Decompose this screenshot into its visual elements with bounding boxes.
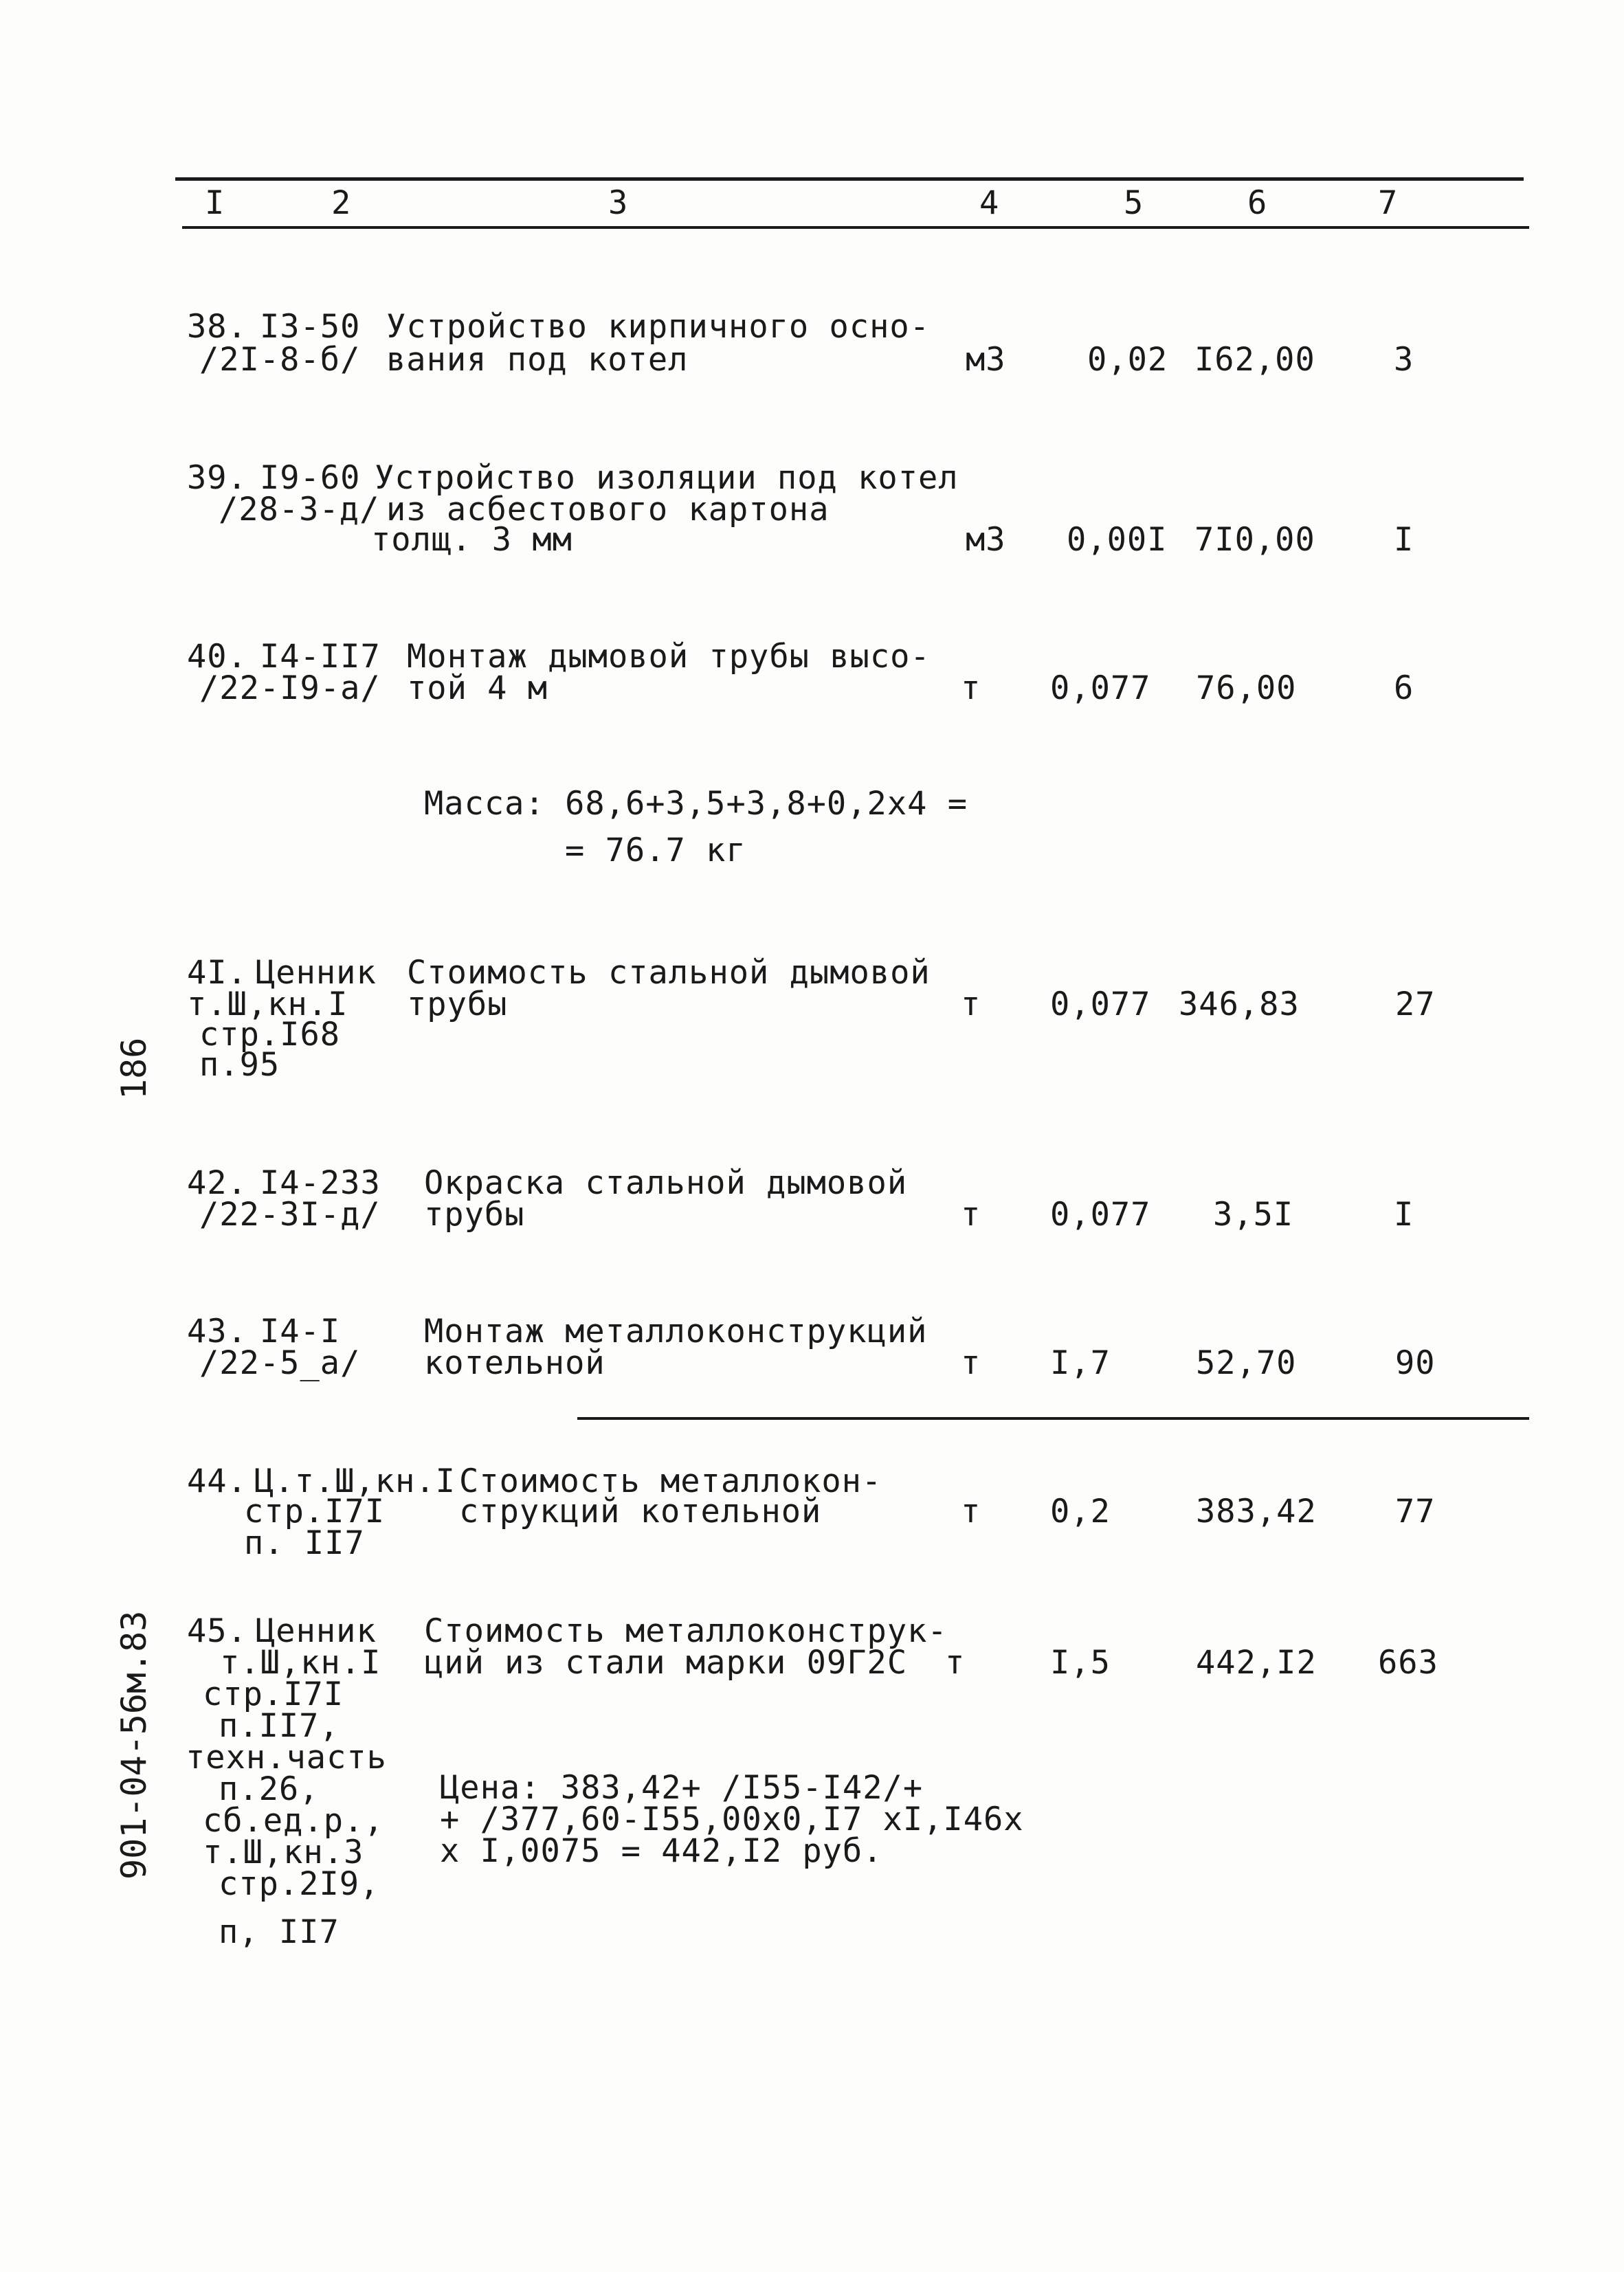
col-header-2: 2 bbox=[331, 184, 352, 222]
mass-note: = 76.7 кг bbox=[565, 832, 746, 869]
row-code: Ц.т.Ш,кн.I bbox=[254, 1462, 456, 1500]
row-number: 45. bbox=[187, 1612, 247, 1650]
col-header-7: 7 bbox=[1378, 184, 1399, 222]
row-quantity: 0,02 bbox=[1087, 341, 1168, 379]
row-description: толщ. 3 мм bbox=[371, 521, 572, 559]
row-quantity: 0,2 bbox=[1050, 1493, 1111, 1530]
row-code: п, II7 bbox=[219, 1913, 340, 1951]
mass-note: Масса: 68,6+3,5+3,8+0,2х4 = bbox=[424, 785, 968, 823]
row-description: Стоимость металлокон- bbox=[459, 1462, 882, 1500]
col-header-3: 3 bbox=[608, 184, 629, 222]
row-code: I4-233 bbox=[260, 1164, 381, 1202]
row-total: 27 bbox=[1395, 985, 1436, 1023]
row-unit: т bbox=[961, 1493, 981, 1530]
row-code: стр.I7I bbox=[244, 1493, 386, 1530]
document-code: 901-04-56м.83 bbox=[114, 1610, 154, 1880]
row-code: п.II7, bbox=[219, 1707, 340, 1745]
row-unit: т bbox=[945, 1644, 966, 1682]
row-description: трубы bbox=[424, 1196, 525, 1234]
row-unit: т bbox=[961, 669, 981, 707]
row-price: 442,I2 bbox=[1196, 1644, 1317, 1682]
row-code: п. II7 bbox=[244, 1524, 365, 1562]
row-price: 76,00 bbox=[1196, 669, 1297, 707]
row-total: 90 bbox=[1395, 1344, 1436, 1382]
row-price: I62,00 bbox=[1194, 341, 1315, 379]
row-description: Устройство кирпичного осно- bbox=[386, 308, 931, 346]
row-code: Ценник bbox=[256, 1612, 377, 1650]
row-quantity: I,7 bbox=[1050, 1344, 1111, 1382]
row-code: т.Ш,кн.I bbox=[187, 985, 348, 1023]
col-header-1: I bbox=[205, 184, 225, 222]
row-description: трубы bbox=[407, 985, 508, 1023]
row-description: струкций котельной bbox=[459, 1493, 822, 1530]
row-unit: м3 bbox=[966, 521, 1006, 559]
row-number: 42. bbox=[187, 1164, 247, 1202]
row-quantity: 0,077 bbox=[1050, 985, 1151, 1023]
row-code: техн.часть bbox=[186, 1739, 387, 1777]
row-price: 3,5I bbox=[1213, 1196, 1294, 1234]
price-note: + /377,60-I55,00х0,I7 хI,I46х bbox=[440, 1801, 1024, 1838]
row-description: Монтаж дымовой трубы высо- bbox=[407, 638, 931, 676]
row-code: т.Ш,кн.I bbox=[220, 1644, 381, 1682]
row-total: 663 bbox=[1378, 1644, 1438, 1682]
row-total: I bbox=[1394, 1196, 1414, 1234]
row-code: сб.ед.р., bbox=[203, 1802, 384, 1840]
header-bottom-rule bbox=[182, 226, 1529, 229]
row-code: /22-I9-а/ bbox=[199, 669, 381, 707]
row-code: I4-I bbox=[260, 1313, 341, 1350]
row-code: /28-3-д/ bbox=[219, 491, 380, 528]
page-number: 186 bbox=[114, 1037, 154, 1100]
row-description: ций из стали марки 09Г2С bbox=[424, 1644, 908, 1682]
row-description: Стоимость металлоконструк- bbox=[424, 1612, 948, 1650]
row-code: /2I-8-б/ bbox=[199, 341, 361, 379]
row-code: п.26, bbox=[219, 1770, 320, 1808]
row-code: стр.I68 bbox=[199, 1016, 341, 1054]
row-code: п.95 bbox=[199, 1046, 280, 1084]
row-unit: т bbox=[961, 1344, 981, 1382]
row-code: стр.2I9, bbox=[219, 1865, 380, 1903]
row-price: 346,83 bbox=[1179, 985, 1300, 1023]
row-price: 7I0,00 bbox=[1194, 521, 1315, 559]
row-price: 383,42 bbox=[1196, 1493, 1317, 1530]
col-header-5: 5 bbox=[1124, 184, 1144, 222]
row-quantity: I,5 bbox=[1050, 1644, 1111, 1682]
row-number: 43. bbox=[187, 1313, 247, 1350]
row-description: вания под котел bbox=[386, 341, 689, 379]
row-code: /22-3I-д/ bbox=[199, 1196, 381, 1234]
price-note: х I,0075 = 442,I2 руб. bbox=[440, 1832, 883, 1870]
row-code: стр.I7I bbox=[203, 1675, 344, 1713]
row-description: Монтаж металлоконструкций bbox=[424, 1313, 928, 1350]
section-rule bbox=[577, 1417, 1529, 1420]
row-total: 6 bbox=[1394, 669, 1414, 707]
row-number: 38. bbox=[187, 308, 247, 346]
row-description: из асбестового картона bbox=[386, 491, 830, 528]
row-number: 4I. bbox=[187, 954, 247, 992]
row-code: I9-60 bbox=[260, 459, 361, 497]
row-description: той 4 м bbox=[407, 669, 548, 707]
row-code: т.Ш,кн.3 bbox=[203, 1834, 364, 1871]
row-description: котельной bbox=[424, 1344, 605, 1382]
row-code: I3-50 bbox=[260, 308, 361, 346]
row-quantity: 0,077 bbox=[1050, 1196, 1151, 1234]
row-unit: т bbox=[961, 1196, 981, 1234]
row-price: 52,70 bbox=[1196, 1344, 1297, 1382]
header-top-rule bbox=[175, 177, 1524, 181]
row-code: /22-5_а/ bbox=[199, 1344, 361, 1382]
row-unit: м3 bbox=[966, 341, 1006, 379]
col-header-6: 6 bbox=[1247, 184, 1268, 222]
price-note: Цена: 383,42+ /I55-I42/+ bbox=[440, 1769, 924, 1807]
row-number: 40. bbox=[187, 638, 247, 676]
row-quantity: 0,077 bbox=[1050, 669, 1151, 707]
row-quantity: 0,00I bbox=[1067, 521, 1168, 559]
col-header-4: 4 bbox=[979, 184, 1000, 222]
row-code: Ценник bbox=[256, 954, 377, 992]
row-code: I4-II7 bbox=[260, 638, 381, 676]
row-total: I bbox=[1394, 521, 1414, 559]
row-unit: т bbox=[961, 985, 981, 1023]
row-number: 39. bbox=[187, 459, 247, 497]
row-total: 77 bbox=[1395, 1493, 1436, 1530]
row-description: Устройство изоляции под котел bbox=[375, 459, 959, 497]
row-description: Окраска стальной дымовой bbox=[424, 1164, 908, 1202]
row-number: 44. bbox=[187, 1462, 247, 1500]
row-total: 3 bbox=[1394, 341, 1414, 379]
row-description: Стоимость стальной дымовой bbox=[407, 954, 931, 992]
